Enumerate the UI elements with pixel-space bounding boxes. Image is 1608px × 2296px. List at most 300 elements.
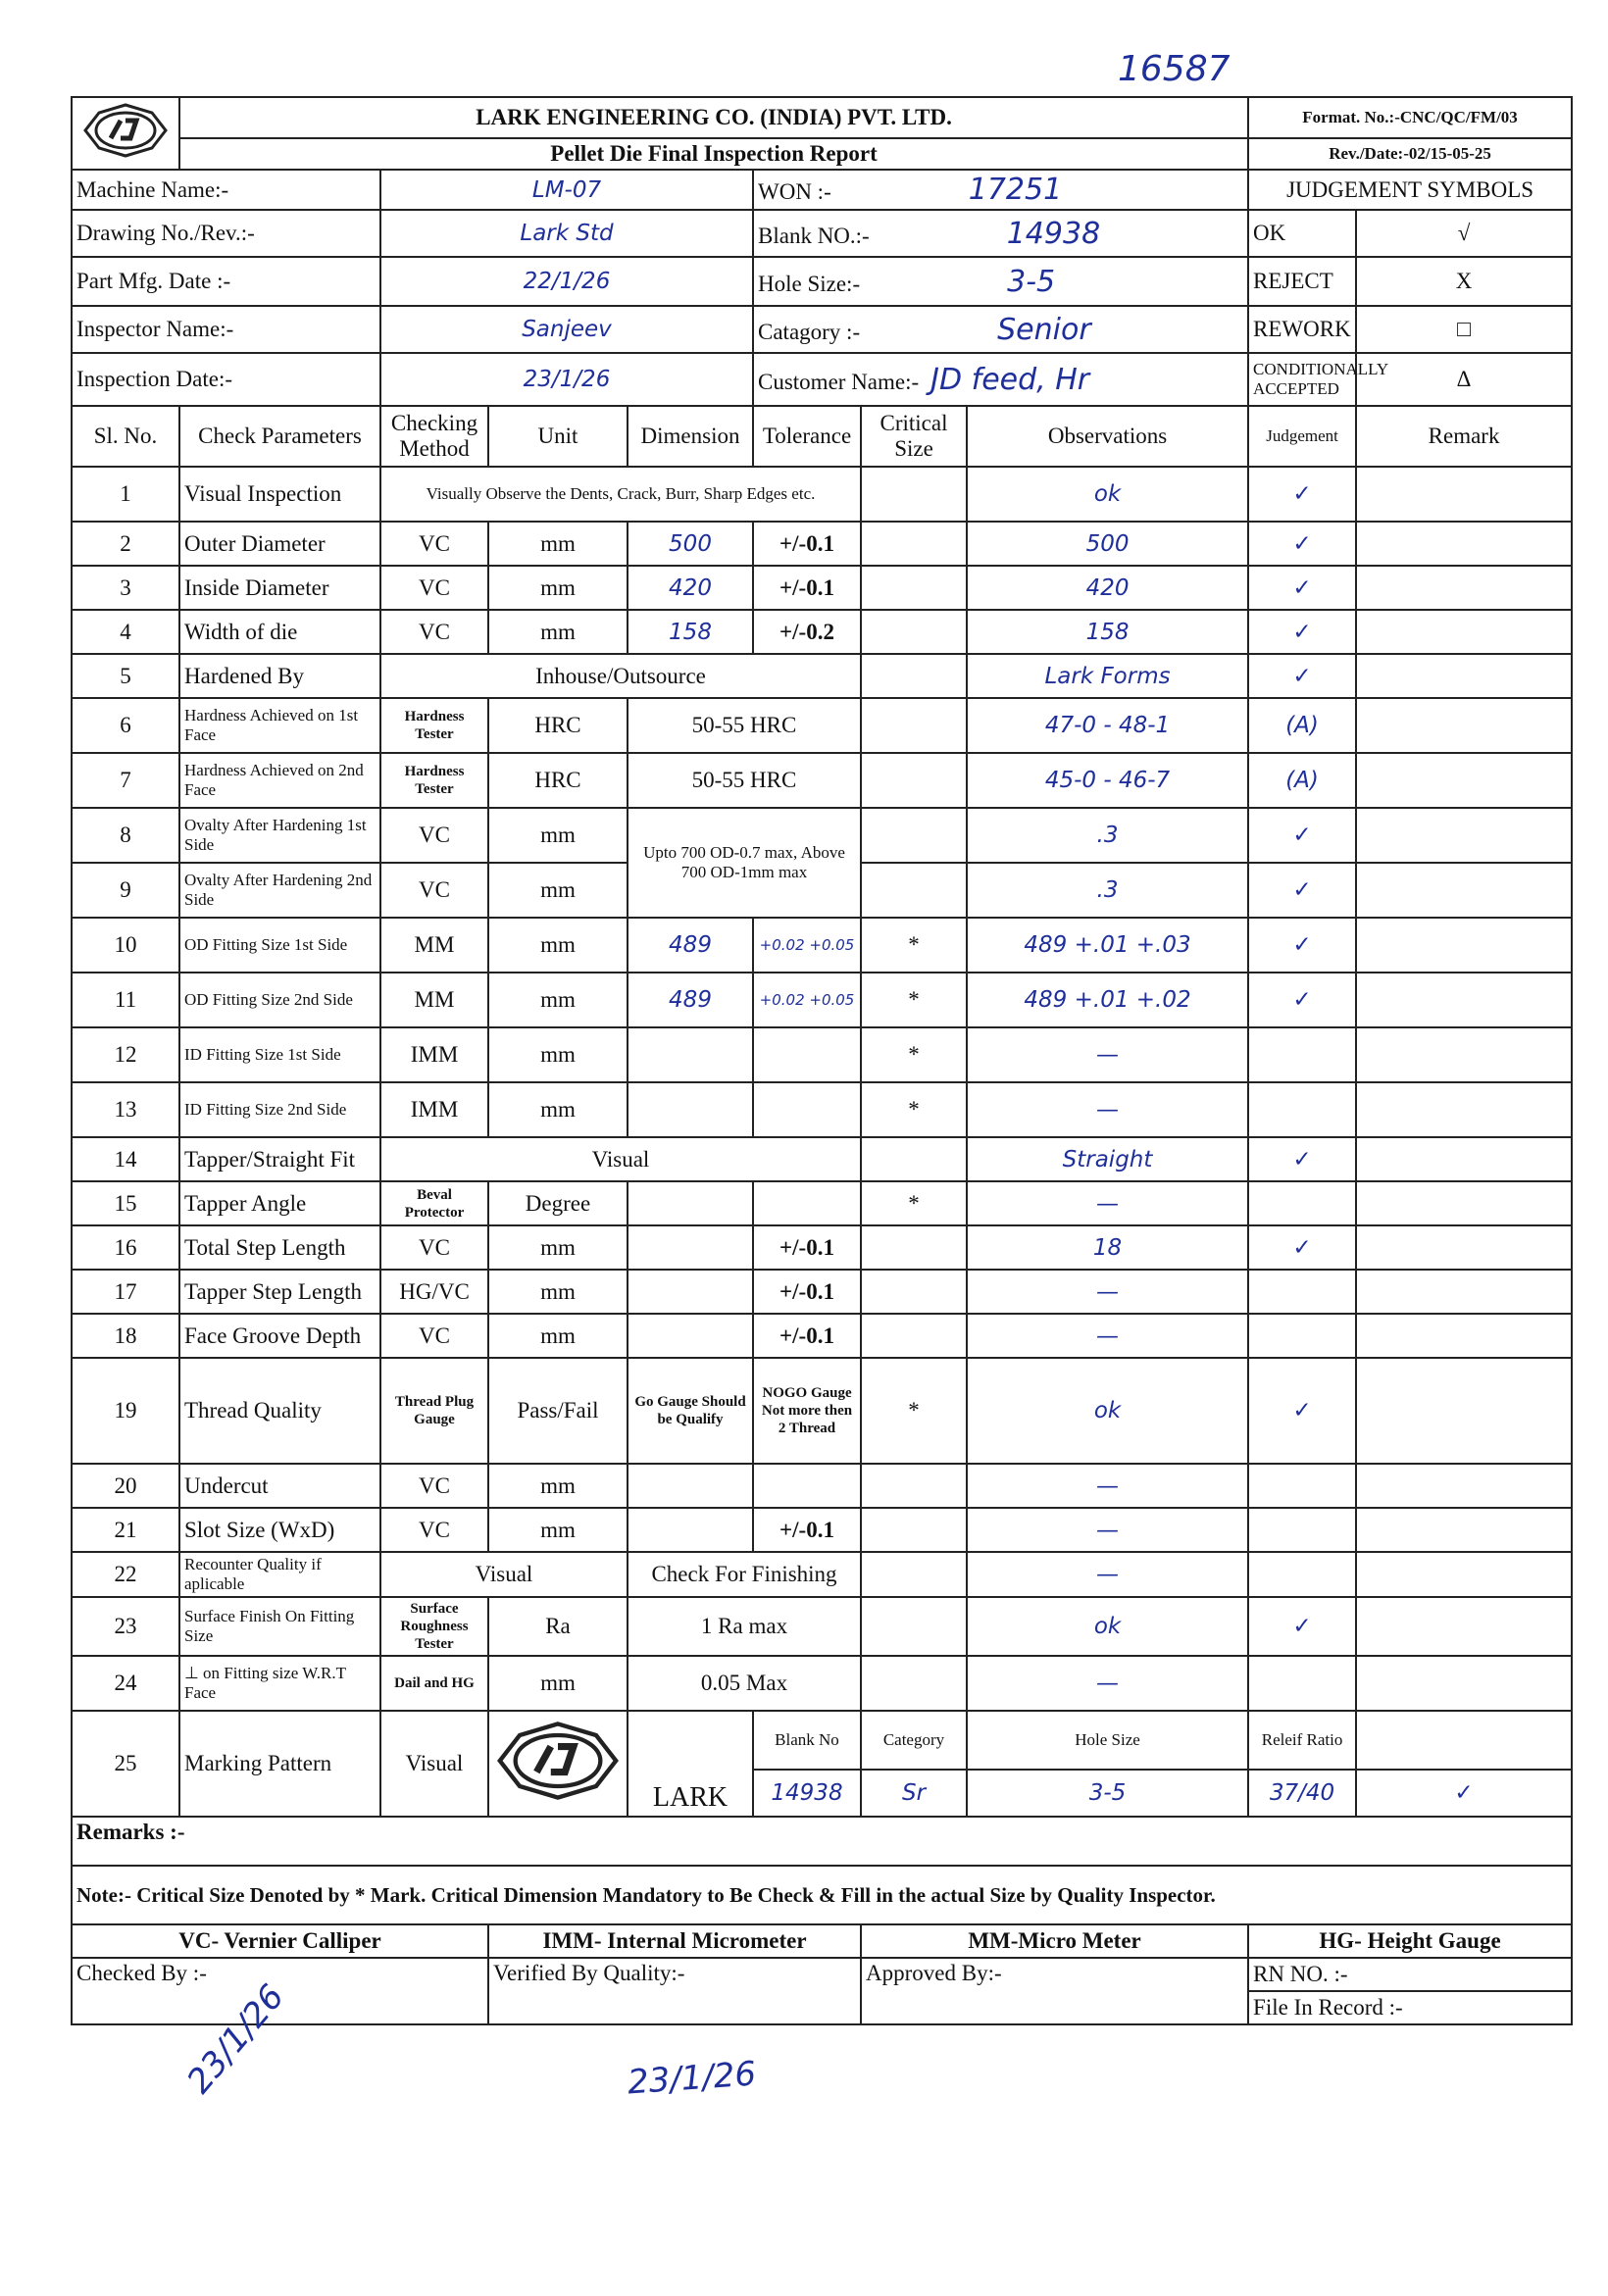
checking-method: Beval Protector [380,1181,488,1225]
unit: mm [488,1270,628,1314]
check-parameter: Outer Diameter [179,522,380,566]
inspection-date-label: Inspection Date:- [72,353,380,406]
remarks-row [72,1817,1572,1866]
judgement [1248,1270,1356,1314]
remark [1356,1082,1572,1137]
remark [1356,698,1572,753]
unit: Ra [488,1597,628,1656]
judgement-symbols-title: JUDGEMENT SYMBOLS [1248,170,1572,210]
remark [1356,1464,1572,1508]
sl-no: 21 [72,1508,179,1552]
judgement: ✓ [1248,610,1356,654]
judgement [1356,1711,1572,1770]
judgement: ✓ [1248,808,1356,863]
judgement: ✓ [1248,1358,1356,1464]
critical-size [861,1508,967,1552]
check-parameter: Face Groove Depth [179,1314,380,1358]
blank-no-label: Blank NO.:- [758,223,870,248]
observation: Straight [967,1137,1248,1181]
marking-value: 3-5 [967,1770,1248,1817]
checking-method: VC [380,522,488,566]
unit: mm [488,1656,628,1711]
remark [1356,1597,1572,1656]
table-row [72,566,1572,610]
dimension [628,1181,753,1225]
remark [1356,753,1572,808]
dimension [628,1027,753,1082]
checking-method: VC [380,566,488,610]
unit: mm [488,918,628,973]
symbol-ok-mark: √ [1356,210,1572,257]
sl-no: 1 [72,467,179,522]
legend-imm: IMM- Internal Micrometer [488,1924,861,1958]
observation: ok [967,1597,1248,1656]
judgement [1248,1552,1356,1597]
sl-no: 3 [72,566,179,610]
table-row [72,1597,1572,1656]
sl-no: 7 [72,753,179,808]
remarks-label: Remarks :- [72,1817,1572,1866]
observation: — [967,1464,1248,1508]
sl-no: 25 [72,1711,179,1817]
sl-no: 24 [72,1656,179,1711]
judgement: ✓ [1248,522,1356,566]
table-row [72,1027,1572,1082]
remark [1356,1027,1572,1082]
dimension [628,1270,753,1314]
checking-method: Surface Roughness Tester [380,1597,488,1656]
checking-method: Thread Plug Gauge [380,1358,488,1464]
table-row [72,1225,1572,1270]
observation: — [967,1082,1248,1137]
remark [1356,1508,1572,1552]
critical-size: * [861,1358,967,1464]
customer-field [753,353,1248,406]
check-parameter: ⊥ on Fitting size W.R.T Face [179,1656,380,1711]
remark [1356,808,1572,863]
critical-size [861,1270,967,1314]
unit: Degree [488,1181,628,1225]
inspector-name-label: Inspector Name:- [72,306,380,353]
dimension: Check For Finishing [628,1552,861,1597]
table-row [72,522,1572,566]
footer-row [72,1958,1572,1991]
tolerance [753,1082,861,1137]
critical-size [861,1314,967,1358]
critical-size [861,1656,967,1711]
column-header: Remark [1356,406,1572,467]
critical-size [861,863,967,918]
dimension: 1 Ra max [628,1597,861,1656]
remark [1356,1358,1572,1464]
unit: mm [488,1225,628,1270]
critical-size: * [861,1082,967,1137]
observation: — [967,1181,1248,1225]
checking-method: VC [380,808,488,863]
table-row [72,1464,1572,1508]
unit: mm [488,1508,628,1552]
checking-method: HG/VC [380,1270,488,1314]
critical-size: * [861,918,967,973]
won-field [753,170,1248,210]
remark [1356,522,1572,566]
report-title: Pellet Die Final Inspection Report [179,138,1248,170]
sl-no: 17 [72,1270,179,1314]
sl-no: 13 [72,1082,179,1137]
symbol-rework-label: REWORK [1248,306,1356,353]
dimension: 500 [628,522,753,566]
symbol-conditional-mark: Δ [1356,353,1572,406]
note-row [72,1866,1572,1924]
document-number: 16587 [1118,49,1231,89]
drawing-no-label: Drawing No./Rev.:- [72,210,380,257]
column-header: Judgement [1248,406,1356,467]
judgement: ✓ [1248,1225,1356,1270]
hole-size-value: 3-5 [1007,264,1056,299]
check-parameter: Tapper Step Length [179,1270,380,1314]
check-parameter: Slot Size (WxD) [179,1508,380,1552]
unit: mm [488,1027,628,1082]
remark [1356,863,1572,918]
judgement: ✓ [1248,863,1356,918]
checking-method: VC [380,610,488,654]
dimension [628,1225,753,1270]
category-value: Senior [997,312,1091,347]
unit: mm [488,808,628,863]
table-row [72,610,1572,654]
column-header-row [72,406,1572,467]
check-parameter: ID Fitting Size 1st Side [179,1027,380,1082]
observation: .3 [967,808,1248,863]
check-parameter: Tapper Angle [179,1181,380,1225]
remark [1356,1137,1572,1181]
sl-no: 15 [72,1181,179,1225]
observation: 500 [967,522,1248,566]
observation: — [967,1314,1248,1358]
remark [1356,1656,1572,1711]
observation: — [967,1508,1248,1552]
judgement [1248,1464,1356,1508]
tolerance: +/-0.1 [753,1508,861,1552]
legend-hg: HG- Height Gauge [1248,1924,1572,1958]
checking-method: Visual [380,1711,488,1817]
judgement: ✓ [1356,1770,1572,1817]
verified-by-label: Verified By Quality:- [488,1958,861,2024]
remark [1356,610,1572,654]
column-header: Check Parameters [179,406,380,467]
won-label: WON :- [758,179,831,204]
column-header: Dimension [628,406,753,467]
checking-method: MM [380,973,488,1027]
critical-size [861,1464,967,1508]
critical-size [861,1552,967,1597]
observation: 18 [967,1225,1248,1270]
checking-method: VC [380,1225,488,1270]
critical-size [861,808,967,863]
check-parameter: Hardened By [179,654,380,698]
judgement: ✓ [1248,467,1356,522]
remark [1356,1181,1572,1225]
inspection-date-value: 23/1/26 [380,353,753,406]
drawing-no-value: Lark Std [380,210,753,257]
rev-date: Rev./Date:-02/15-05-25 [1248,138,1572,170]
remark [1356,467,1572,522]
sl-no: 18 [72,1314,179,1358]
part-mfg-date-label: Part Mfg. Date :- [72,257,380,306]
judgement [1248,1508,1356,1552]
tolerance [753,1027,861,1082]
marking-value: Sr [861,1770,967,1817]
unit: Pass/Fail [488,1358,628,1464]
company-name: LARK ENGINEERING CO. (INDIA) PVT. LTD. [179,97,1248,138]
observation: 45-0 - 46-7 [967,753,1248,808]
table-row [72,1270,1572,1314]
critical-size [861,566,967,610]
machine-name-label: Machine Name:- [72,170,380,210]
unit: HRC [488,753,628,808]
judgement: ✓ [1248,1597,1356,1656]
checking-method: Dail and HG [380,1656,488,1711]
symbol-conditional-label: CONDITIONALLY ACCEPTED [1248,353,1356,406]
approved-by-label: Approved By:- [861,1958,1248,2024]
remark [1356,918,1572,973]
checked-by-label: Checked By :- [72,1958,488,2024]
table-row [72,1181,1572,1225]
remark [1356,973,1572,1027]
dimension [628,1464,753,1508]
sl-no: 23 [72,1597,179,1656]
sl-no: 12 [72,1027,179,1082]
unit: mm [488,610,628,654]
marking-head: Category [861,1711,967,1770]
blank-no-field [753,210,1248,257]
check-parameter: Ovalty After Hardening 1st Side [179,808,380,863]
column-header: Observations [967,406,1248,467]
judgement [1248,1082,1356,1137]
format-number: Format. No.:-CNC/QC/FM/03 [1248,97,1572,138]
judgement [1248,1027,1356,1082]
check-parameter: Width of die [179,610,380,654]
sl-no: 9 [72,863,179,918]
check-parameter: Hardness Achieved on 1st Face [179,698,380,753]
marking-value: 37/40 [1248,1770,1356,1817]
check-parameter: ID Fitting Size 2nd Side [179,1082,380,1137]
legend-vc: VC- Vernier Calliper [72,1924,488,1958]
judgement [1248,1314,1356,1358]
checking-method: Hardness Tester [380,698,488,753]
sl-no: 19 [72,1358,179,1464]
check-parameter: Undercut [179,1464,380,1508]
dimension: 0.05 Max [628,1656,861,1711]
judgement [1248,1181,1356,1225]
column-header: Unit [488,406,628,467]
checking-method: Inhouse/Outsource [380,654,861,698]
file-in-record-label: File In Record :- [1248,1991,1572,2024]
marking-head: Blank No [753,1711,861,1770]
checking-method: VC [380,1464,488,1508]
tolerance: NOGO Gauge Not more then 2 Thread [753,1358,861,1464]
table-row [72,808,1572,863]
sl-no: 22 [72,1552,179,1597]
critical-size [861,467,967,522]
remark [1356,1270,1572,1314]
check-parameter: Visual Inspection [179,467,380,522]
remark [1356,654,1572,698]
machine-name-value: LM-07 [380,170,753,210]
dimension [628,1082,753,1137]
dimension [628,1508,753,1552]
sl-no: 10 [72,918,179,973]
symbol-reject-mark: X [1356,257,1572,306]
remark [1356,566,1572,610]
dimension: Go Gauge Should be Qualify [628,1358,753,1464]
tolerance: +/-0.2 [753,610,861,654]
unit: mm [488,1314,628,1358]
rn-no-label: RN NO. :- [1248,1958,1572,1991]
sl-no: 4 [72,610,179,654]
dimension: 489 [628,918,753,973]
blank-no-value: 14938 [1006,216,1101,251]
checking-method: VC [380,1508,488,1552]
sl-no: 6 [72,698,179,753]
dimension: 420 [628,566,753,610]
marking-brand: LARK [628,1711,753,1817]
observation: 47-0 - 48-1 [967,698,1248,753]
observation: .3 [967,863,1248,918]
critical-size: * [861,1027,967,1082]
table-row [72,654,1572,698]
column-header: Tolerance [753,406,861,467]
checking-method: IMM [380,1082,488,1137]
table-row [72,467,1572,522]
check-parameter: Recounter Quality if aplicable [179,1552,380,1597]
lark-logo-icon [81,101,170,160]
observation: 420 [967,566,1248,610]
sl-no: 16 [72,1225,179,1270]
check-parameter: Total Step Length [179,1225,380,1270]
judgement: ✓ [1248,1137,1356,1181]
tolerance [753,1464,861,1508]
observation: — [967,1027,1248,1082]
hole-size-field [753,257,1248,306]
marking-logo [488,1711,628,1817]
critical-size [861,522,967,566]
judgement: (A) [1248,753,1356,808]
dimension: 489 [628,973,753,1027]
table-row-marking [72,1711,1572,1770]
sl-no: 14 [72,1137,179,1181]
legend-mm: MM-Micro Meter [861,1924,1248,1958]
tolerance: +/-0.1 [753,522,861,566]
table-row [72,1552,1572,1597]
table-row [72,753,1572,808]
checking-method: Visually Observe the Dents, Crack, Burr, Sharp Edges etc. [380,467,861,522]
table-row [72,1508,1572,1552]
observation: — [967,1270,1248,1314]
checking-method: MM [380,918,488,973]
check-parameter: Hardness Achieved on 2nd Face [179,753,380,808]
marking-head: Releif Ratio [1248,1711,1356,1770]
remark [1356,1552,1572,1597]
sl-no: 20 [72,1464,179,1508]
sl-no: 2 [72,522,179,566]
observation: 489 +.01 +.02 [967,973,1248,1027]
sl-no: 11 [72,973,179,1027]
critical-note: Note:- Critical Size Denoted by * Mark. Critical Dimension Mandatory to Be Check & Fill in the actual Size by Quality Inspector. [72,1866,1572,1924]
dimension: Upto 700 OD-0.7 max, Above 700 OD-1mm max [628,808,861,918]
check-parameter: Thread Quality [179,1358,380,1464]
inspection-report-table [71,96,1573,2025]
tolerance: +0.02 +0.05 [753,973,861,1027]
tolerance: +/-0.1 [753,1314,861,1358]
table-row [72,973,1572,1027]
tolerance: +/-0.1 [753,1270,861,1314]
dimension: 50-55 HRC [628,698,861,753]
dimension [628,1314,753,1358]
critical-size [861,753,967,808]
checking-method: VC [380,863,488,918]
critical-size [861,1137,967,1181]
symbol-rework-mark: □ [1356,306,1572,353]
marking-value: 14938 [753,1770,861,1817]
observation: 158 [967,610,1248,654]
customer-label: Customer Name:- [758,369,920,394]
observation: Lark Forms [967,654,1248,698]
dimension: 50-55 HRC [628,753,861,808]
observation: — [967,1656,1248,1711]
table-row [72,918,1572,973]
checking-method: Visual [380,1552,628,1597]
judgement: ✓ [1248,566,1356,610]
company-logo [72,97,179,170]
tolerance: +0.02 +0.05 [753,918,861,973]
judgement: ✓ [1248,973,1356,1027]
check-parameter: Inside Diameter [179,566,380,610]
tolerance: +/-0.1 [753,1225,861,1270]
marking-head: Hole Size [967,1711,1248,1770]
symbol-reject-label: REJECT [1248,257,1356,306]
verified-by-signature-date: 23/1/26 [626,2054,758,2103]
category-label: Catagory :- [758,319,861,344]
sl-no: 5 [72,654,179,698]
critical-size [861,1225,967,1270]
critical-size: * [861,973,967,1027]
table-row [72,1656,1572,1711]
check-parameter: Ovalty After Hardening 2nd Side [179,863,380,918]
check-parameter: Tapper/Straight Fit [179,1137,380,1181]
unit: mm [488,1464,628,1508]
judgement [1248,1656,1356,1711]
column-header: Checking Method [380,406,488,467]
checking-method: Hardness Tester [380,753,488,808]
table-row [72,1082,1572,1137]
customer-value: JD feed, Hr [930,362,1090,397]
checking-method: VC [380,1314,488,1358]
checking-method: IMM [380,1027,488,1082]
tolerance [753,1181,861,1225]
critical-size: * [861,1181,967,1225]
dimension: 158 [628,610,753,654]
tolerance: +/-0.1 [753,566,861,610]
critical-size [861,1597,967,1656]
observation: 489 +.01 +.03 [967,918,1248,973]
table-row [72,698,1572,753]
remark [1356,1314,1572,1358]
column-header: Critical Size [861,406,967,467]
judgement: ✓ [1248,654,1356,698]
check-parameter: OD Fitting Size 1st Side [179,918,380,973]
remark [1356,1225,1572,1270]
